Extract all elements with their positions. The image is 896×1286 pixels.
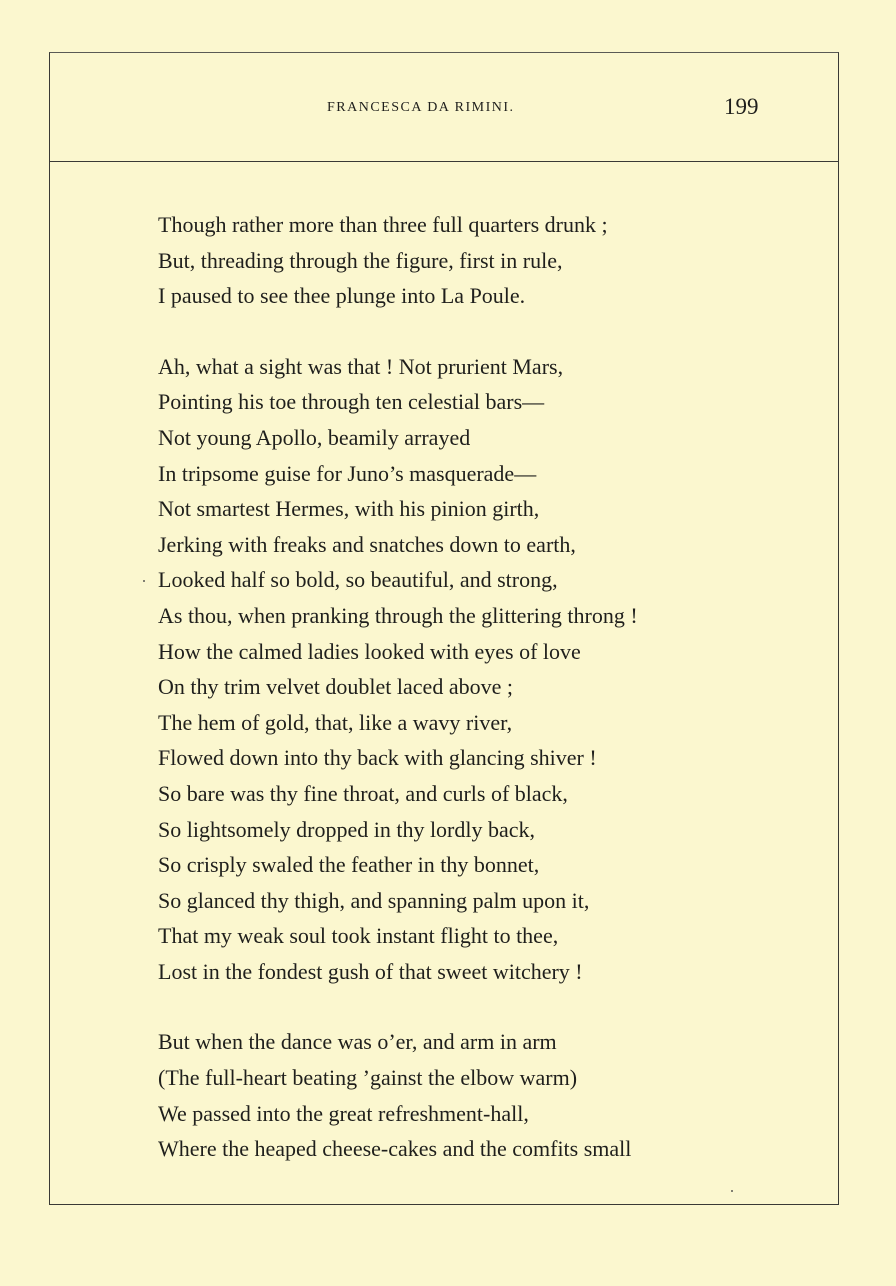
poem-line: Pointing his toe through ten celestial bars— xyxy=(158,389,545,415)
print-speck xyxy=(143,580,145,582)
poem-line: We passed into the great refreshment-hall, xyxy=(158,1100,529,1126)
poem-line: How the calmed ladies looked with eyes of love xyxy=(158,638,581,664)
print-speck xyxy=(731,1190,733,1192)
poem-line: So crisply swaled the feather in thy bonnet, xyxy=(158,852,540,878)
poem-body xyxy=(158,207,798,1202)
poem-line: (The full-heart beating ’gainst the elbow warm) xyxy=(158,1065,578,1091)
poem-line: So lightsomely dropped in thy lordly back, xyxy=(158,816,536,842)
poem-line: Though rather more than three full quarters drunk ; xyxy=(158,212,608,237)
poem-line: But when the dance was o’er, and arm in arm xyxy=(158,1029,557,1055)
poem-line: Ah, what a sight was that ! Not prurient Mars, xyxy=(158,353,564,379)
poem-line: Jerking with freaks and snatches down to earth, xyxy=(158,531,576,557)
stanza-3 xyxy=(158,1024,798,1166)
running-title: FRANCESCA DA RIMINI. xyxy=(327,100,515,115)
poem-line: Lost in the fondest gush of that sweet witchery ! xyxy=(158,958,583,984)
header-rule xyxy=(49,161,839,162)
poem-line: As thou, when pranking through the glittering throng ! xyxy=(158,602,638,628)
poem-line: That my weak soul took instant flight to thee, xyxy=(158,923,559,949)
poem-line: The hem of gold, that, like a wavy river, xyxy=(158,709,513,735)
poem-line: Not smartest Hermes, with his pinion girth, xyxy=(158,496,540,522)
poem-line: But, threading through the figure, first in rule, xyxy=(158,247,563,273)
poem-line: So glanced thy thigh, and spanning palm upon it, xyxy=(158,887,590,913)
poem-line: Where the heaped cheese-cakes and the comfits small xyxy=(158,1136,632,1162)
poem-line: Looked half so bold, so beautiful, and strong, xyxy=(158,567,558,593)
stanza-2 xyxy=(158,349,798,990)
poem-line: So bare was thy fine throat, and curls of black, xyxy=(158,780,568,806)
poem-line: I paused to see thee plunge into La Poule. xyxy=(158,283,526,309)
poem-line: On thy trim velvet doublet laced above ; xyxy=(158,674,513,700)
page-number: 199 xyxy=(724,94,759,119)
poem-line: Flowed down into thy back with glancing shiver ! xyxy=(158,745,597,771)
poem-line: In tripsome guise for Juno’s masquerade— xyxy=(158,460,537,486)
stanza-1 xyxy=(158,207,798,314)
poem-line: Not young Apollo, beamily arrayed xyxy=(158,424,471,450)
